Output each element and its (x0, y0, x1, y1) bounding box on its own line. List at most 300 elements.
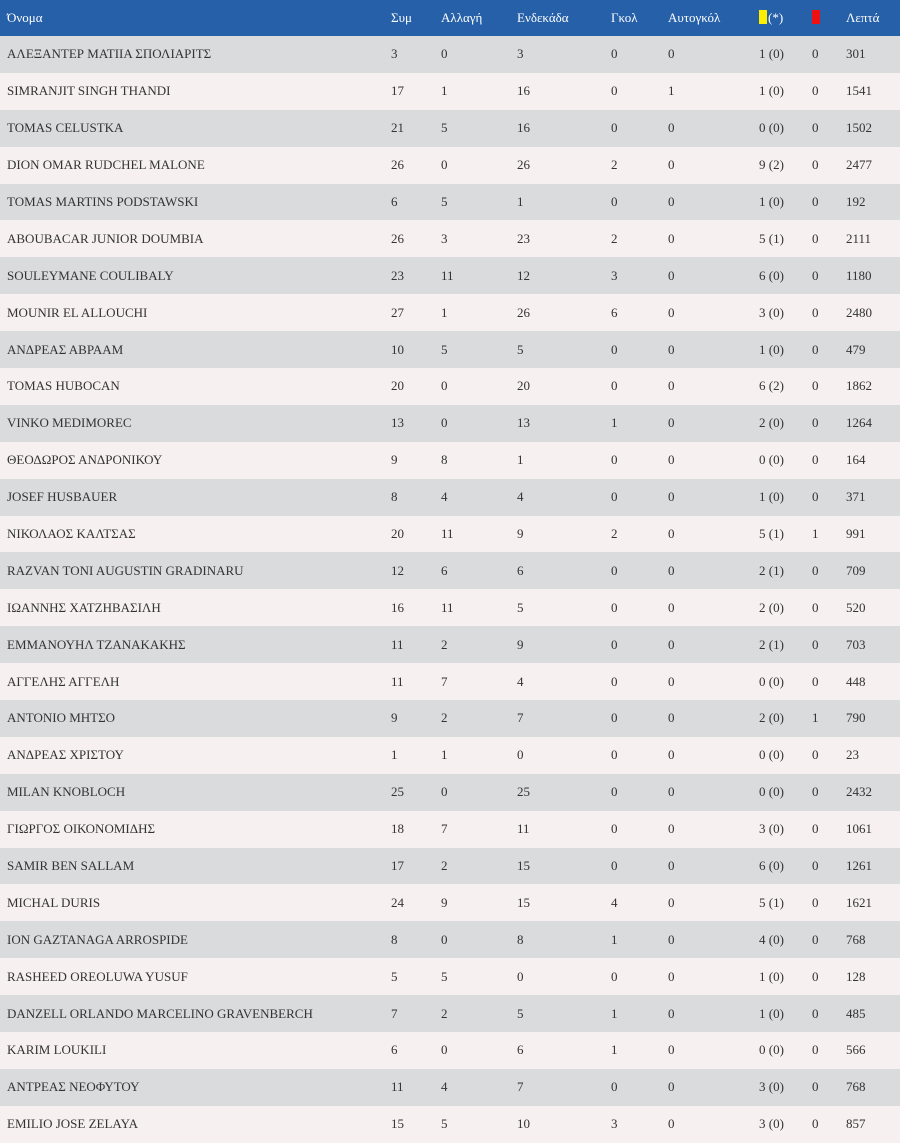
cell-apps: 13 (391, 405, 441, 442)
cell-name[interactable]: ABOUBACAR JUNIOR DOUMBIA (0, 220, 391, 257)
column-header-starts[interactable]: Ενδεκάδα (517, 0, 611, 36)
cell-goals: 0 (611, 36, 668, 73)
cell-goals: 0 (611, 479, 668, 516)
table-row (0, 1032, 900, 1069)
cell-goals: 0 (611, 552, 668, 589)
cell-minutes: 448 (846, 663, 900, 700)
cell-name[interactable]: ΑΝΤΡΕΑΣ ΝΕΟΦΥΤΟΥ (0, 1069, 391, 1106)
cell-goals: 0 (611, 442, 668, 479)
column-header-yellow-cards[interactable] (759, 0, 812, 36)
cell-minutes: 2477 (846, 147, 900, 184)
cell-red: 0 (812, 995, 846, 1032)
column-header-subs[interactable]: Αλλαγή (441, 0, 517, 36)
cell-yellow: 5 (1) (759, 516, 812, 553)
cell-minutes: 790 (846, 700, 900, 737)
cell-apps: 15 (391, 1106, 441, 1143)
cell-red: 0 (812, 220, 846, 257)
cell-starts: 5 (517, 995, 611, 1032)
cell-starts: 15 (517, 848, 611, 885)
cell-goals: 1 (611, 921, 668, 958)
cell-starts: 20 (517, 368, 611, 405)
cell-apps: 3 (391, 36, 441, 73)
cell-name[interactable]: SIMRANJIT SINGH THANDI (0, 73, 391, 110)
cell-subs: 4 (441, 1069, 517, 1106)
cell-apps: 26 (391, 220, 441, 257)
cell-own-goals: 0 (668, 331, 759, 368)
cell-minutes: 2432 (846, 774, 900, 811)
cell-red: 0 (812, 848, 846, 885)
cell-apps: 16 (391, 589, 441, 626)
cell-goals: 0 (611, 110, 668, 147)
table-row (0, 331, 900, 368)
cell-subs: 11 (441, 257, 517, 294)
cell-subs: 3 (441, 220, 517, 257)
cell-apps: 1 (391, 737, 441, 774)
cell-red: 0 (812, 921, 846, 958)
cell-yellow: 9 (2) (759, 147, 812, 184)
cell-goals: 1 (611, 1032, 668, 1069)
cell-yellow: 3 (0) (759, 1069, 812, 1106)
table-row (0, 921, 900, 958)
cell-yellow: 2 (1) (759, 552, 812, 589)
cell-red: 0 (812, 405, 846, 442)
cell-minutes: 1502 (846, 110, 900, 147)
column-header-own-goals[interactable]: Αυτογκόλ (668, 0, 759, 36)
cell-name[interactable]: ION GAZTANAGA ARROSPIDE (0, 921, 391, 958)
cell-yellow: 2 (1) (759, 626, 812, 663)
cell-starts: 7 (517, 700, 611, 737)
cell-subs: 2 (441, 626, 517, 663)
cell-minutes: 520 (846, 589, 900, 626)
cell-apps: 27 (391, 294, 441, 331)
cell-name[interactable]: ΓΙΩΡΓΟΣ ΟΙΚΟΝΟΜΙΔΗΣ (0, 811, 391, 848)
cell-own-goals: 0 (668, 589, 759, 626)
cell-starts: 0 (517, 737, 611, 774)
cell-minutes: 2480 (846, 294, 900, 331)
cell-starts: 10 (517, 1106, 611, 1143)
cell-red: 0 (812, 1032, 846, 1069)
table-row (0, 442, 900, 479)
cell-own-goals: 0 (668, 1069, 759, 1106)
cell-yellow: 6 (0) (759, 848, 812, 885)
cell-starts: 5 (517, 589, 611, 626)
cell-name[interactable]: RAZVAN TONI AUGUSTIN GRADINARU (0, 552, 391, 589)
cell-subs: 11 (441, 589, 517, 626)
cell-goals: 0 (611, 811, 668, 848)
cell-starts: 9 (517, 626, 611, 663)
cell-apps: 6 (391, 184, 441, 221)
cell-subs: 5 (441, 958, 517, 995)
cell-name[interactable]: TOMAS HUBOCAN (0, 368, 391, 405)
cell-red: 0 (812, 737, 846, 774)
table-row (0, 479, 900, 516)
cell-minutes: 709 (846, 552, 900, 589)
cell-name[interactable]: ΘΕΟΔΩΡΟΣ ΑΝΔΡΟΝΙΚΟΥ (0, 442, 391, 479)
cell-own-goals: 0 (668, 442, 759, 479)
cell-goals: 2 (611, 516, 668, 553)
cell-apps: 8 (391, 921, 441, 958)
cell-yellow: 3 (0) (759, 811, 812, 848)
cell-goals: 0 (611, 1069, 668, 1106)
table-row (0, 848, 900, 885)
yellow-card-icon (759, 10, 767, 24)
cell-minutes: 703 (846, 626, 900, 663)
cell-name[interactable]: DANZELL ORLANDO MARCELINO GRAVENBERCH (0, 995, 391, 1032)
cell-yellow: 0 (0) (759, 442, 812, 479)
cell-name[interactable]: VINKO MEDIMOREC (0, 405, 391, 442)
cell-yellow: 1 (0) (759, 479, 812, 516)
cell-starts: 26 (517, 294, 611, 331)
cell-starts: 13 (517, 405, 611, 442)
cell-subs: 0 (441, 368, 517, 405)
cell-name[interactable]: TOMAS CELUSTKA (0, 110, 391, 147)
cell-red: 0 (812, 442, 846, 479)
cell-name[interactable]: MILAN KNOBLOCH (0, 774, 391, 811)
cell-minutes: 2111 (846, 220, 900, 257)
cell-own-goals: 0 (668, 921, 759, 958)
cell-yellow: 4 (0) (759, 921, 812, 958)
column-header-name[interactable]: Όνομα (0, 0, 391, 36)
cell-red: 0 (812, 331, 846, 368)
table-row (0, 1069, 900, 1106)
cell-own-goals: 0 (668, 405, 759, 442)
column-header-goals[interactable]: Γκολ (611, 0, 668, 36)
cell-starts: 25 (517, 774, 611, 811)
cell-starts: 3 (517, 36, 611, 73)
cell-red: 0 (812, 552, 846, 589)
table-row (0, 294, 900, 331)
cell-minutes: 192 (846, 184, 900, 221)
cell-red: 0 (812, 958, 846, 995)
cell-yellow: 2 (0) (759, 589, 812, 626)
cell-subs: 5 (441, 184, 517, 221)
cell-red: 0 (812, 626, 846, 663)
cell-red: 0 (812, 257, 846, 294)
cell-subs: 0 (441, 1032, 517, 1069)
cell-name[interactable]: ΙΩΑΝΝΗΣ ΧΑΤΖΗΒΑΣΙΛΗ (0, 589, 391, 626)
cell-apps: 26 (391, 147, 441, 184)
cell-minutes: 164 (846, 442, 900, 479)
cell-apps: 23 (391, 257, 441, 294)
cell-apps: 12 (391, 552, 441, 589)
cell-minutes: 23 (846, 737, 900, 774)
cell-own-goals: 0 (668, 663, 759, 700)
cell-red: 1 (812, 700, 846, 737)
cell-name[interactable]: JOSEF HUSBAUER (0, 479, 391, 516)
cell-yellow: 1 (0) (759, 995, 812, 1032)
cell-own-goals: 0 (668, 147, 759, 184)
cell-apps: 17 (391, 848, 441, 885)
cell-red: 0 (812, 811, 846, 848)
cell-yellow: 6 (0) (759, 257, 812, 294)
cell-starts: 6 (517, 1032, 611, 1069)
cell-name[interactable]: SOULEYMANE COULIBALY (0, 257, 391, 294)
cell-goals: 0 (611, 774, 668, 811)
cell-own-goals: 0 (668, 626, 759, 663)
table-row (0, 516, 900, 553)
table-row (0, 552, 900, 589)
cell-apps: 9 (391, 700, 441, 737)
cell-own-goals: 0 (668, 848, 759, 885)
cell-red: 0 (812, 294, 846, 331)
cell-goals: 3 (611, 1106, 668, 1143)
table-row (0, 884, 900, 921)
cell-goals: 0 (611, 331, 668, 368)
cell-starts: 0 (517, 958, 611, 995)
cell-goals: 0 (611, 737, 668, 774)
cell-apps: 18 (391, 811, 441, 848)
cell-minutes: 566 (846, 1032, 900, 1069)
cell-subs: 2 (441, 848, 517, 885)
cell-minutes: 485 (846, 995, 900, 1032)
cell-starts: 4 (517, 663, 611, 700)
cell-apps: 9 (391, 442, 441, 479)
cell-subs: 6 (441, 552, 517, 589)
cell-yellow: 0 (0) (759, 737, 812, 774)
cell-own-goals: 0 (668, 184, 759, 221)
cell-apps: 24 (391, 884, 441, 921)
yellow-card-suffix: (*) (768, 10, 784, 25)
column-header-minutes[interactable]: Λεπτά (846, 0, 900, 36)
cell-red: 0 (812, 884, 846, 921)
cell-starts: 11 (517, 811, 611, 848)
cell-red: 0 (812, 774, 846, 811)
cell-yellow: 3 (0) (759, 1106, 812, 1143)
cell-goals: 0 (611, 700, 668, 737)
cell-minutes: 991 (846, 516, 900, 553)
table-row (0, 737, 900, 774)
table-row (0, 257, 900, 294)
table-row (0, 36, 900, 73)
cell-own-goals: 0 (668, 884, 759, 921)
cell-own-goals: 0 (668, 995, 759, 1032)
cell-apps: 5 (391, 958, 441, 995)
cell-red: 0 (812, 147, 846, 184)
cell-apps: 25 (391, 774, 441, 811)
cell-yellow: 1 (0) (759, 184, 812, 221)
table-row (0, 811, 900, 848)
table-row (0, 368, 900, 405)
cell-minutes: 479 (846, 331, 900, 368)
cell-goals: 0 (611, 663, 668, 700)
column-header-apps[interactable]: Συμ (391, 0, 441, 36)
cell-starts: 8 (517, 921, 611, 958)
cell-own-goals: 0 (668, 220, 759, 257)
cell-starts: 6 (517, 552, 611, 589)
cell-apps: 6 (391, 1032, 441, 1069)
table-row (0, 147, 900, 184)
cell-yellow: 1 (0) (759, 331, 812, 368)
cell-name[interactable]: SAMIR BEN SALLAM (0, 848, 391, 885)
cell-starts: 1 (517, 442, 611, 479)
cell-yellow: 1 (0) (759, 36, 812, 73)
table-row (0, 663, 900, 700)
cell-minutes: 768 (846, 1069, 900, 1106)
cell-name[interactable]: ΑΓΓΕΛΗΣ ΑΓΓΕΛΗ (0, 663, 391, 700)
cell-minutes: 1061 (846, 811, 900, 848)
cell-own-goals: 0 (668, 552, 759, 589)
cell-minutes: 1180 (846, 257, 900, 294)
cell-starts: 4 (517, 479, 611, 516)
cell-name[interactable]: ΑΝΔΡΕΑΣ ΑΒΡΑΑΜ (0, 331, 391, 368)
cell-minutes: 371 (846, 479, 900, 516)
cell-subs: 11 (441, 516, 517, 553)
cell-own-goals: 0 (668, 294, 759, 331)
cell-red: 0 (812, 1106, 846, 1143)
cell-minutes: 768 (846, 921, 900, 958)
cell-subs: 8 (441, 442, 517, 479)
cell-apps: 11 (391, 663, 441, 700)
cell-own-goals: 0 (668, 774, 759, 811)
cell-subs: 0 (441, 405, 517, 442)
cell-red: 0 (812, 73, 846, 110)
cell-yellow: 1 (0) (759, 73, 812, 110)
cell-red: 0 (812, 589, 846, 626)
cell-yellow: 5 (1) (759, 220, 812, 257)
cell-apps: 11 (391, 626, 441, 663)
cell-minutes: 857 (846, 1106, 900, 1143)
cell-goals: 0 (611, 626, 668, 663)
cell-goals: 1 (611, 995, 668, 1032)
column-header-red-cards[interactable] (812, 0, 846, 36)
cell-subs: 2 (441, 995, 517, 1032)
cell-own-goals: 0 (668, 257, 759, 294)
cell-goals: 1 (611, 405, 668, 442)
cell-starts: 1 (517, 184, 611, 221)
cell-name[interactable]: KARIM LOUKILI (0, 1032, 391, 1069)
cell-goals: 0 (611, 589, 668, 626)
cell-name[interactable]: RASHEED OREOLUWA YUSUF (0, 958, 391, 995)
cell-subs: 1 (441, 737, 517, 774)
cell-goals: 0 (611, 368, 668, 405)
cell-apps: 17 (391, 73, 441, 110)
cell-subs: 2 (441, 700, 517, 737)
cell-starts: 26 (517, 147, 611, 184)
table-body (0, 36, 900, 1143)
cell-apps: 8 (391, 479, 441, 516)
cell-red: 1 (812, 516, 846, 553)
cell-starts: 12 (517, 257, 611, 294)
cell-goals: 3 (611, 257, 668, 294)
cell-subs: 0 (441, 36, 517, 73)
cell-name[interactable]: MOUNIR EL ALLOUCHI (0, 294, 391, 331)
cell-subs: 1 (441, 73, 517, 110)
cell-name[interactable]: MICHAL DURIS (0, 884, 391, 921)
cell-subs: 7 (441, 811, 517, 848)
cell-goals: 2 (611, 147, 668, 184)
cell-name[interactable]: ΑΛΕΞΑΝΤΕΡ ΜΑΤΙΙΑ ΣΠΟΛΙΑΡΙΤΣ (0, 36, 391, 73)
table-row (0, 110, 900, 147)
cell-goals: 0 (611, 73, 668, 110)
cell-starts: 15 (517, 884, 611, 921)
cell-subs: 0 (441, 921, 517, 958)
cell-yellow: 0 (0) (759, 663, 812, 700)
cell-yellow: 5 (1) (759, 884, 812, 921)
cell-minutes: 1264 (846, 405, 900, 442)
cell-own-goals: 0 (668, 1106, 759, 1143)
cell-minutes: 301 (846, 36, 900, 73)
table-row (0, 405, 900, 442)
cell-subs: 5 (441, 1106, 517, 1143)
cell-minutes: 1261 (846, 848, 900, 885)
cell-own-goals: 0 (668, 811, 759, 848)
table-row (0, 73, 900, 110)
cell-yellow: 1 (0) (759, 958, 812, 995)
cell-minutes: 1621 (846, 884, 900, 921)
cell-starts: 7 (517, 1069, 611, 1106)
cell-subs: 5 (441, 331, 517, 368)
header-row (0, 0, 900, 36)
cell-minutes: 1541 (846, 73, 900, 110)
cell-own-goals: 1 (668, 73, 759, 110)
cell-red: 0 (812, 1069, 846, 1106)
cell-subs: 0 (441, 774, 517, 811)
table-row (0, 184, 900, 221)
cell-name[interactable]: ΕΜΜΑΝΟΥΗΛ ΤΖΑΝΑΚΑΚΗΣ (0, 626, 391, 663)
cell-red: 0 (812, 184, 846, 221)
cell-apps: 7 (391, 995, 441, 1032)
cell-subs: 5 (441, 110, 517, 147)
table-row (0, 220, 900, 257)
cell-red: 0 (812, 110, 846, 147)
cell-apps: 11 (391, 1069, 441, 1106)
cell-minutes: 1862 (846, 368, 900, 405)
cell-own-goals: 0 (668, 958, 759, 995)
cell-own-goals: 0 (668, 700, 759, 737)
cell-own-goals: 0 (668, 516, 759, 553)
red-card-icon (812, 10, 820, 24)
cell-goals: 0 (611, 958, 668, 995)
cell-goals: 2 (611, 220, 668, 257)
cell-yellow: 0 (0) (759, 774, 812, 811)
cell-goals: 0 (611, 848, 668, 885)
cell-red: 0 (812, 663, 846, 700)
cell-name[interactable]: ANTONIO ΜΗΤΣΟ (0, 700, 391, 737)
cell-apps: 10 (391, 331, 441, 368)
cell-minutes: 128 (846, 958, 900, 995)
cell-yellow: 0 (0) (759, 1032, 812, 1069)
cell-own-goals: 0 (668, 36, 759, 73)
cell-starts: 16 (517, 73, 611, 110)
cell-name[interactable]: DION OMAR RUDCHEL MALONE (0, 147, 391, 184)
cell-own-goals: 0 (668, 110, 759, 147)
cell-subs: 7 (441, 663, 517, 700)
table-row (0, 958, 900, 995)
table-row (0, 700, 900, 737)
cell-yellow: 2 (0) (759, 700, 812, 737)
cell-starts: 5 (517, 331, 611, 368)
cell-yellow: 0 (0) (759, 110, 812, 147)
table-row (0, 995, 900, 1032)
cell-subs: 0 (441, 147, 517, 184)
cell-own-goals: 0 (668, 737, 759, 774)
cell-red: 0 (812, 36, 846, 73)
cell-own-goals: 0 (668, 479, 759, 516)
cell-name[interactable]: ΝΙΚΟΛΑΟΣ ΚΑΛΤΣΑΣ (0, 516, 391, 553)
cell-yellow: 2 (0) (759, 405, 812, 442)
table-row (0, 1106, 900, 1143)
cell-name[interactable]: EMILIO JOSE ZELAYA (0, 1106, 391, 1143)
cell-own-goals: 0 (668, 1032, 759, 1069)
cell-red: 0 (812, 479, 846, 516)
cell-starts: 16 (517, 110, 611, 147)
table-row (0, 774, 900, 811)
cell-name[interactable]: ΑΝΔΡΕΑΣ ΧΡΙΣΤΟΥ (0, 737, 391, 774)
cell-subs: 9 (441, 884, 517, 921)
cell-own-goals: 0 (668, 368, 759, 405)
cell-name[interactable]: TOMAS MARTINS PODSTAWSKI (0, 184, 391, 221)
cell-starts: 23 (517, 220, 611, 257)
